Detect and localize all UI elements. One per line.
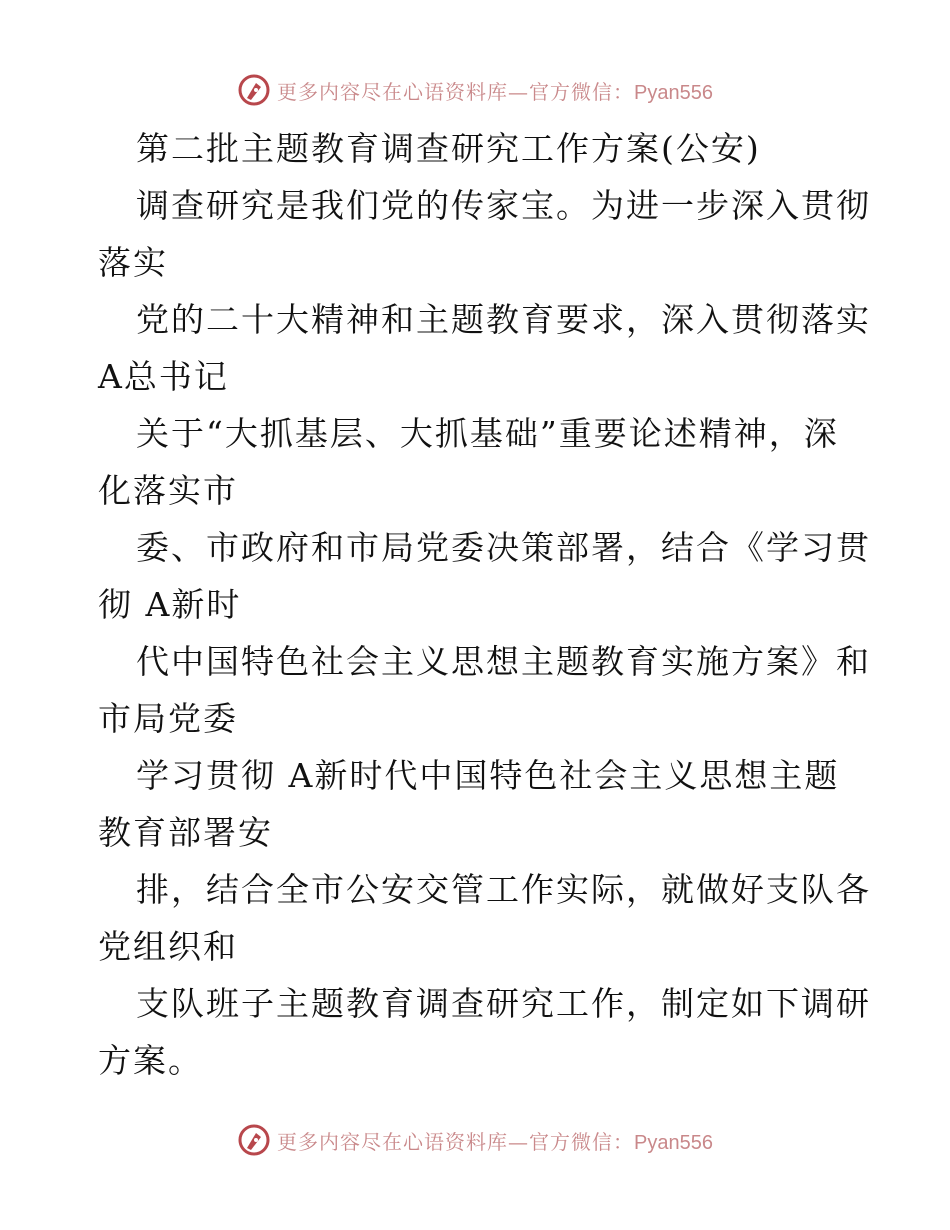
pen-nib-logo-icon [237,1123,271,1157]
doc-line: 支队班子主题教育调查研究工作，制定如下调研 [136,984,871,1023]
watermark-wechat-id: Pyan556 [634,1131,713,1154]
watermark-text: 更多内容尽在心语资料库—官方微信：Pyan556 [277,1129,713,1154]
doc-line: 排，结合全市公安交管工作实际，就做好支队各 [136,870,871,909]
watermark-footer [0,1120,950,1160]
doc-line: 关于“大抓基层、大抓基础”重要论述精神，深 [136,414,839,453]
doc-line: 市局党委 [98,699,238,738]
doc-line: 调查研究是我们党的传家宝。为进一步深入贯彻 [136,186,871,225]
watermark-wechat-id: Pyan556 [634,81,713,104]
doc-title: 第二批主题教育调查研究工作方案(公安) [136,129,761,168]
doc-line: 落实 [98,243,168,282]
doc-line: 委、市政府和市局党委决策部署，结合《学习贯 [136,528,871,567]
doc-line: A总书记 [98,357,229,396]
watermark-text: 更多内容尽在心语资料库—官方微信：Pyan556 [277,79,713,104]
doc-line: 党组织和 [98,927,238,966]
doc-line: 党的二十大精神和主题教育要求，深入贯彻落实 [136,300,871,339]
doc-line: 教育部署安 [98,813,273,852]
doc-line: 彻 A新时 [98,585,242,624]
doc-line: 代中国特色社会主义思想主题教育实施方案》和 [136,642,871,681]
doc-line: 化落实市 [98,471,238,510]
pen-nib-logo-icon [237,73,271,107]
doc-line: 方案。 [98,1041,203,1080]
doc-line: 学习贯彻 A新时代中国特色社会主义思想主题 [136,756,840,795]
document-body [98,120,871,1089]
watermark-header [0,70,950,110]
